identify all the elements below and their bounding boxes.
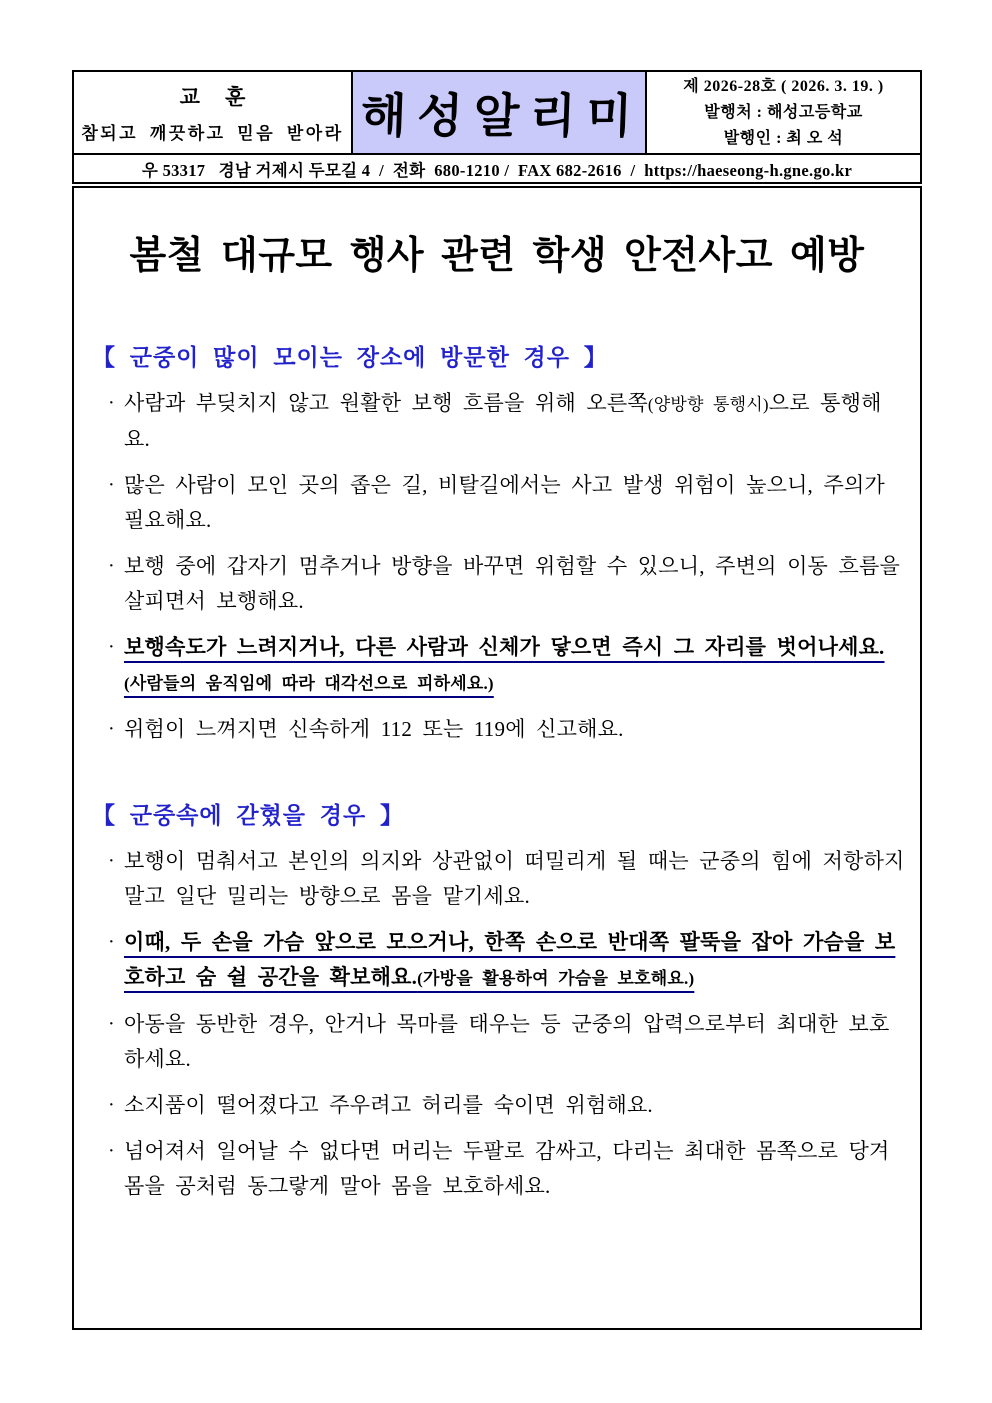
newsletter-title-cell [353,72,647,153]
list-item-emphasized [108,630,906,701]
list-item [108,468,906,538]
parenthetical-note: (사람들의 움직임에 따라 대각선으로 피하세요.) [124,674,494,693]
school-motto-cell [74,72,353,153]
section-heading-crowded-place: 【 군중이 많이 모이는 장소에 방문한 경우 】 [92,345,608,370]
section-heading-trapped-in-crowd: 【 군중속에 갇혔을 경우 】 [92,803,404,828]
content-box [72,186,922,1330]
bullet-icon: · [108,474,115,496]
list-item-text: 보행이 멈춰서고 본인의 의지와 상관없이 떠밀리게 될 때는 군중의 힘에 저항하지 말고 일단 밀리는 방향으로 몸을 맡기세요. [124,849,905,908]
motto-text: 참되고 깨끗하고 믿음 받아라 [81,124,344,143]
list-item [108,1134,906,1204]
parenthetical-note: (양방향 통행시) [647,395,769,414]
parenthetical-note: (가방을 활용하여 가슴을 보호해요.) [417,969,695,988]
list-item-text: 이때, 두 손을 가슴 앞으로 모으거나, 한쪽 손으로 반대쪽 팔뚝을 잡아 가슴을 보호하고 숨 쉴 공간을 확보해요.(가방을 활용하여 가슴을 보호해요.) [124,930,896,989]
bullet-icon: · [108,850,115,872]
section-crowded-place [88,339,906,747]
publisher-person: 발행인 : 최 오 석 [723,129,844,147]
bullet-icon: · [108,636,115,658]
list-item-text: 많은 사람이 모인 곳의 좁은 길, 비탈길에서는 사고 발생 위험이 높으니, 주의가 필요해요. [124,473,885,532]
list-item-text: 보행속도가 느려지거나, 다른 사람과 신체가 닿으면 즉시 그 자리를 벗어나세요.(사람들의 움직임에 따라 대각선으로 피하세요.) [124,635,885,693]
newsletter-header [72,70,922,184]
bullet-icon: · [108,1013,115,1035]
list-item [108,386,906,457]
list-item-text: 사람과 부딪치지 않고 원활한 보행 흐름을 위해 오른쪽(양방향 통행시)으로 통행해요. [124,391,882,451]
list-item-text: 소지품이 떨어졌다고 주우려고 허리를 숙이면 위험해요. [124,1093,653,1117]
list-item-text: 넘어져서 일어날 수 없다면 머리는 두팔로 감싸고, 다리는 최대한 몸쪽으로 당겨 몸을 공처럼 동그랗게 말아 몸을 보호하세요. [124,1139,890,1198]
bullet-icon: · [108,392,115,414]
list-item [108,1088,906,1123]
header-row [72,70,922,155]
list-item-text: 위험이 느껴지면 신속하게 112 또는 119에 신고해요. [124,717,624,741]
list-item [108,712,906,747]
bullet-icon: · [108,555,115,577]
bullet-icon: · [108,718,115,740]
issue-number: 제 2026-28호 ( 2026. 3. 19. ) [683,77,884,95]
document-title: 봄철 대규모 행사 관련 학생 안전사고 예방 [129,235,865,277]
bullet-icon: · [108,1094,115,1116]
newsletter-title: 해성알리미 [359,91,644,143]
bullet-icon: · [108,931,115,953]
list-item [108,1007,906,1077]
list-item-emphasized [108,925,906,996]
list-item [108,549,906,619]
section-trapped-in-crowd [88,797,906,1204]
list-item-text: 보행 중에 갑자기 멈추거나 방향을 바꾸면 위험할 수 있으니, 주변의 이동 흐름을 살피면서 보행해요. [124,554,900,613]
motto-label: 교 훈 [179,85,256,109]
list-item [108,844,906,914]
publisher: 발행처 : 해성고등학교 [704,103,863,121]
issue-info-cell [647,72,920,153]
address-bar: 우 53317 경남 거제시 두모길 4 / 전화 680-1210 / FAX 682-2616 / https://haeseong-h.gne.go.kr [72,155,922,184]
list-item-text: 아동을 동반한 경우, 안거나 목마를 태우는 등 군중의 압력으로부터 최대한 보호하세요. [124,1012,890,1071]
bullet-icon: · [108,1140,115,1162]
